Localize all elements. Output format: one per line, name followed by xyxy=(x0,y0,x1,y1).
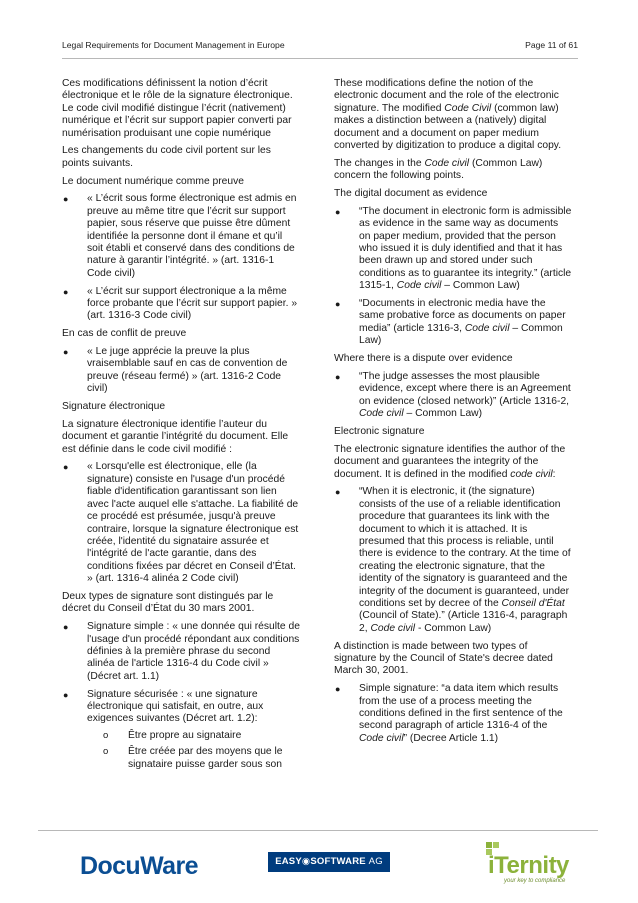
bullet-icon: ● xyxy=(63,286,69,297)
fr-paragraph: Ces modifications définissent la notion d’écrit électronique et le rôle de la signature électronique. Le code civil modifié distingue l’écrit (nativement) numérique et l’écrit sur support papier converti par numérisation produisant une copie numérique xyxy=(62,78,293,139)
en-bullet-list xyxy=(334,371,572,421)
header-divider xyxy=(62,58,578,59)
bullet-icon: ● xyxy=(335,206,341,217)
fr-heading: Signature électronique xyxy=(62,401,166,413)
en-bullet-list xyxy=(334,683,572,745)
fr-sub-item: o Être créée par des moyens que le signataire puisse garder sous son xyxy=(103,746,283,770)
circle-bullet-icon: o xyxy=(103,729,109,741)
easy-software-logo: EASY◉SOFTWARE AG xyxy=(268,852,390,872)
bullet-icon: ● xyxy=(63,194,69,205)
iternity-logo xyxy=(486,842,576,878)
en-bullet-item: ● “Documents in electronic media have the same probative force as documents on paper media” (article 1316-3, Code civil – Common Law) xyxy=(335,298,566,347)
bullet-icon: ● xyxy=(335,487,341,498)
iternity-tagline: your key to compliance xyxy=(504,878,566,884)
en-bullet-item: ● “When it is electronic, it (the signature) consists of the use of a reliable identification procedure that guarantees its link with the document to which it is attached. It is presumed that this process is reliable, until there is evidence to the contrary. At the time of creating the electronic signature, that the identity of the signatory is guaranteed and the integrity of the document is guaranteed, under conditions set by decree of the Conseil d'État (Council of State).” (Article 1316-4, paragraph 2, Code civil - Common Law) xyxy=(335,486,571,634)
fr-bullet-item: ● Signature simple : « une donnée qui résulte de l'usage d'un procédé répondant aux conditions définies à la première phrase du second alinéa de l'article 1316-4 du Code civil » (Décret art. 1.1) xyxy=(63,621,300,682)
svg-text:DocuWare: DocuWare xyxy=(80,852,198,880)
fr-bullet-list xyxy=(62,461,300,585)
en-paragraph: A distinction is made between two types of signature by the Council of State's decree dated March 30, 2001. xyxy=(334,640,553,677)
fr-paragraph: Les changements du code civil portent sur les points suivants. xyxy=(62,145,271,169)
bullet-icon: ● xyxy=(335,371,341,382)
en-heading: The digital document as evidence xyxy=(334,188,488,200)
document-title: Legal Requirements for Document Management in Europe xyxy=(62,40,285,50)
bullet-icon: ● xyxy=(63,347,69,358)
fr-bullet-item: ● Signature sécurisée : « une signature électronique qui satisfait, en outre, aux exigences suivantes (Décret art. 1.2): o Être propre au signataire o Être créée par des moyens que le signataire puisse garder sous son xyxy=(62,689,300,771)
fr-sub-list xyxy=(87,730,300,771)
svg-text:iTernity: iTernity xyxy=(488,852,569,878)
page-header xyxy=(62,40,578,54)
fr-paragraph: Deux types de signature sont distingués par le décret du Conseil d’État du 30 mars 2001. xyxy=(62,590,274,615)
fr-paragraph: La signature électronique identifie l’auteur du document et garantie l’intégrité du document. Elle est définie dans le code civil modifié : xyxy=(62,418,289,455)
en-heading: Where there is a dispute over evidence xyxy=(334,353,513,365)
fr-bullet-item: ● « Lorsqu'elle est électronique, elle (la signature) consiste en l'usage d'un procédé fiable d'identification garantissant son lien avec l'acte auquel elle s'attache. La fiabilité de ce procédé est présumée, jusqu'à preuve contraire, lorsque la signature électronique est créée, l'identité du signataire assurée et l'intégrité de l'acte garantie, dans des conditions fixées par décret en Conseil d’État. » (art. 1316-4 alinéa 2 Code civil) xyxy=(63,461,299,585)
bullet-icon: ● xyxy=(335,684,341,695)
bullet-icon: ● xyxy=(63,689,69,700)
fr-bullet-list xyxy=(62,621,300,771)
docuware-logo xyxy=(80,848,200,882)
circle-bullet-icon: o xyxy=(103,746,109,758)
bullet-icon: ● xyxy=(335,299,341,310)
fr-bullet-item: ● « L’écrit sous forme électronique est admis en preuve au même titre que l’écrit sur support papier, sous réserve que puisse être dûment identifiée la personne dont il émane et qu’il soit établi et conservé dans des conditions de nature à garantir l’intégrité. » (art. 1316-1 Code civil) xyxy=(63,193,297,279)
en-paragraph: The electronic signature identifies the author of the document and guarantees the integrity of the document. It is defined in the modified code civil: xyxy=(334,443,566,480)
easy-o-icon: ◉ xyxy=(301,856,311,867)
en-paragraph: The changes in the Code civil (Common Law) concern the following points. xyxy=(334,157,543,182)
en-bullet-list xyxy=(334,486,572,635)
english-column xyxy=(334,78,572,751)
fr-sub-item: o Être propre au signataire xyxy=(103,729,242,741)
footer-divider xyxy=(38,830,598,831)
fr-bullet-item: ● « L’écrit sur support électronique a la même force probante que l’écrit sur support papier. » (art. 1316-3 Code civil) xyxy=(63,285,298,322)
page-number: Page 11 of 61 xyxy=(525,40,578,50)
fr-bullet-item: ● « Le juge apprécie la preuve la plus vraisemblable sauf en cas de convention de preuve (réseau fermé) » (art. 1316-2 Code civil) xyxy=(63,346,288,395)
en-bullet-item: ● “The judge assesses the most plausible evidence, except where there is an Agreement on evidence (closed network)” (Article 1316-2, Code civil – Common Law) xyxy=(335,370,571,420)
fr-bullet-list xyxy=(62,193,300,322)
en-bullet-list xyxy=(334,206,572,348)
en-heading: Electronic signature xyxy=(334,425,425,437)
bullet-icon: ● xyxy=(63,462,69,473)
bullet-icon: ● xyxy=(63,622,69,633)
footer-logos xyxy=(0,840,638,895)
en-bullet-item: ● “The document in electronic form is admissible as evidence in the same way as documents on paper medium, provided that the person who issued it is duly identified and that it has been drawn up and stored under such conditions as to guarantee its integrity.” (article 1315-1, Code civil – Common Law) xyxy=(335,205,572,292)
en-paragraph: These modifications define the notion of the electronic document and the role of the electronic signature. The modified Code Civil (common law) makes a distinction between a (natively) digital document and a document on paper medium converted by digitization to produce a digital copy. xyxy=(334,78,562,152)
en-bullet-item: ● Simple signature: “a data item which results from the use of a process meeting the conditions defined in the first sentence of the second paragraph of article 1316-4 of the Code civil” (Decree Article 1.1) xyxy=(335,683,563,744)
french-column xyxy=(62,78,300,776)
fr-heading: Le document numérique comme preuve xyxy=(62,175,245,187)
fr-bullet-list xyxy=(62,346,300,396)
fr-heading: En cas de conflit de preuve xyxy=(62,328,187,340)
